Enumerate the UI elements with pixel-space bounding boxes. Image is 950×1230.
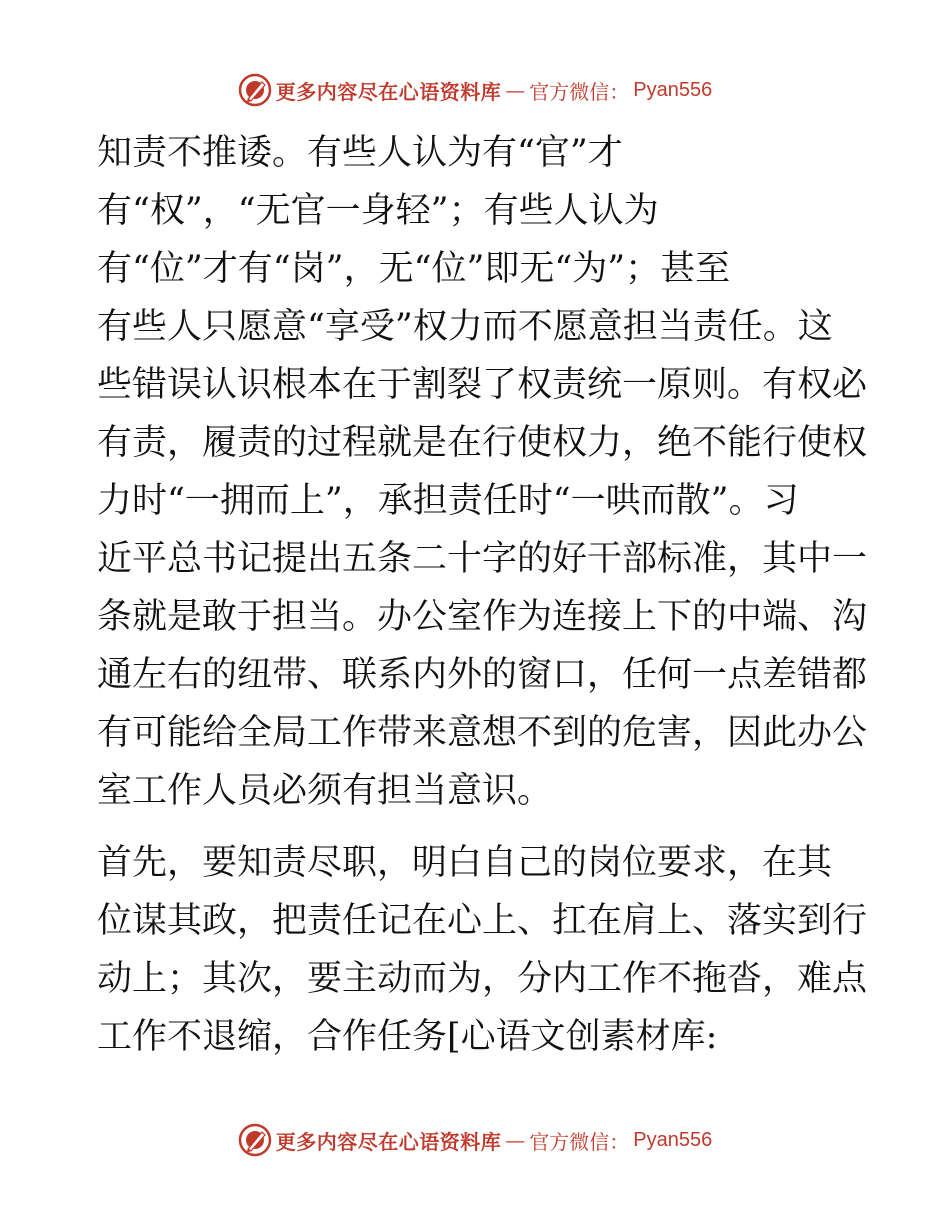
text-line: 室工作人员必须有担当意识。 — [97, 771, 553, 811]
header-separator: — — [505, 78, 526, 102]
text-line: 动上；其次，要主动而为，分内工作不拖沓，难点 — [97, 959, 868, 999]
pen-logo-icon — [238, 73, 272, 107]
header-site-text: 更多内容尽在心语资料库 — [275, 79, 502, 104]
text-line: 力时“一拥而上”，承担责任时“一哄而散”。习 — [97, 481, 799, 521]
text-line: 知责不推诿。有些人认为有“官”才 — [97, 133, 623, 173]
paragraph-gap — [97, 820, 857, 834]
footer-wechat-id: Pyan556 — [633, 1128, 713, 1151]
text-line: 有可能给全局工作带来意想不到的危害，因此办公 — [97, 713, 868, 753]
text-line: 首先，要知责尽职，明白自己的岗位要求，在其 — [97, 843, 833, 883]
text-line: 工作不退缩，合作任务[心语文创素材库: — [97, 1017, 718, 1057]
paragraph-1 — [97, 124, 868, 820]
pen-logo-icon — [238, 1123, 272, 1157]
text-line: 近平总书记提出五条二十字的好干部标准，其中一 — [97, 539, 868, 579]
footer-watermark — [0, 1122, 950, 1158]
header-watermark — [0, 72, 950, 108]
header-wechat-label: 官方微信： — [529, 79, 630, 104]
footer-site-text: 更多内容尽在心语资料库 — [275, 1129, 502, 1154]
footer-separator: — — [505, 1128, 526, 1152]
footer-wechat-label: 官方微信： — [529, 1129, 630, 1154]
text-line: 有“位”才有“岗”，无“位”即无“为”；甚至 — [97, 249, 731, 289]
text-line: 有责，履责的过程就是在行使权力，绝不能行使权 — [97, 423, 868, 463]
text-line: 些错误认识根本在于割裂了权责统一原则。有权必 — [97, 365, 868, 405]
text-line: 位谋其政，把责任记在心上、扛在肩上、落实到行 — [97, 901, 868, 941]
text-line: 通左右的纽带、联系内外的窗口，任何一点差错都 — [97, 655, 868, 695]
text-line: 有“权”，“无官一身轻”；有些人认为 — [97, 191, 659, 231]
text-line: 有些人只愿意“享受”权力而不愿意担当责任。这 — [97, 307, 833, 347]
paragraph-2 — [97, 834, 868, 1066]
header-wechat-id: Pyan556 — [633, 78, 713, 101]
document-body — [97, 124, 868, 1066]
text-line: 条就是敢于担当。办公室作为连接上下的中端、沟 — [97, 597, 868, 637]
